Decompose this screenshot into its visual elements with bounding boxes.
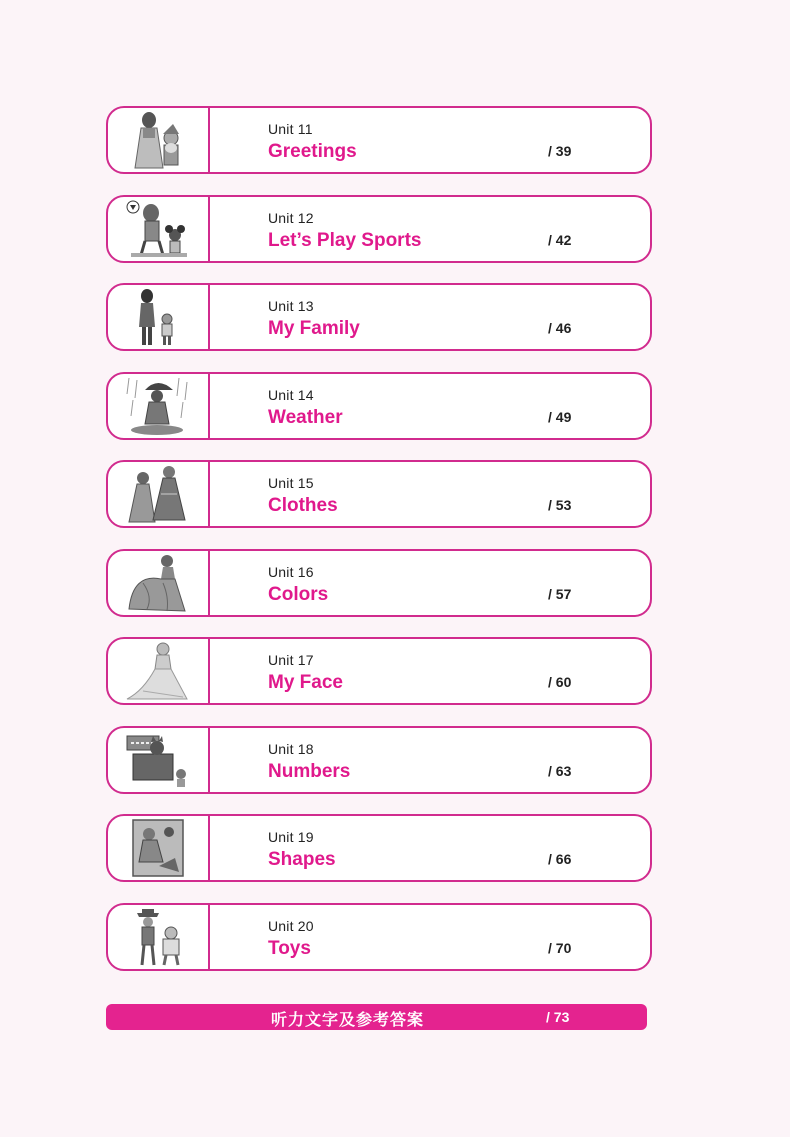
princesses-dress-illustration bbox=[123, 464, 193, 524]
page-number: / 49 bbox=[548, 408, 572, 425]
toc-entry-unit-13[interactable] bbox=[106, 283, 652, 351]
toc-entry-unit-18[interactable] bbox=[106, 726, 652, 794]
toc-entry-unit-17[interactable] bbox=[106, 637, 652, 705]
toc-entry-unit-12[interactable] bbox=[106, 195, 652, 263]
unit-number: Unit 20 bbox=[268, 917, 314, 934]
page-number: / 66 bbox=[548, 851, 572, 867]
unit-thumbnail bbox=[108, 639, 210, 703]
page-number: / 63 bbox=[548, 762, 572, 779]
unit-title: Toys bbox=[268, 937, 311, 959]
page-number: / 39 bbox=[548, 143, 572, 159]
rain-umbrella-illustration bbox=[123, 376, 193, 436]
unit-title: Let’s Play Sports bbox=[268, 229, 422, 251]
unit-thumbnail bbox=[108, 285, 210, 349]
unit-thumbnail bbox=[108, 462, 210, 526]
goofy-soccer-illustration bbox=[123, 199, 193, 259]
unit-number: Unit 17 bbox=[268, 652, 314, 668]
unit-title: Numbers bbox=[268, 760, 351, 782]
unit-title: Weather bbox=[268, 406, 343, 428]
mother-and-child-illustration bbox=[123, 287, 193, 347]
ice-queen-illustration bbox=[123, 641, 193, 701]
toc-entry-unit-16[interactable] bbox=[106, 549, 652, 617]
unit-thumbnail bbox=[108, 816, 210, 880]
unit-number: Unit 12 bbox=[268, 209, 314, 226]
unit-title: Greetings bbox=[268, 141, 357, 162]
toc-entry-unit-20[interactable] bbox=[106, 903, 652, 971]
toc-entry-unit-19[interactable] bbox=[106, 814, 652, 882]
unit-number: Unit 13 bbox=[268, 298, 314, 314]
unit-thumbnail bbox=[108, 197, 210, 261]
page-number: / 70 bbox=[548, 939, 572, 956]
page-number: / 60 bbox=[548, 674, 572, 690]
unit-thumbnail bbox=[108, 551, 210, 615]
page-number: / 57 bbox=[548, 585, 572, 602]
unit-number: Unit 14 bbox=[268, 386, 314, 403]
unit-thumbnail bbox=[108, 374, 210, 438]
princess-ballgown-illustration bbox=[123, 553, 193, 613]
unit-title: My Face bbox=[268, 672, 343, 693]
unit-title: Clothes bbox=[268, 495, 338, 516]
unit-title: My Family bbox=[268, 318, 360, 339]
toc-entry-unit-11[interactable] bbox=[106, 106, 652, 174]
unit-number: Unit 18 bbox=[268, 740, 314, 757]
unit-thumbnail bbox=[108, 108, 210, 172]
unit-number: Unit 15 bbox=[268, 475, 314, 491]
unit-number: Unit 11 bbox=[268, 121, 313, 137]
unit-number: Unit 19 bbox=[268, 829, 314, 845]
answers-title: 听力文字及参考答案 bbox=[271, 1012, 425, 1029]
chalkboard-cat-mouse-illustration bbox=[123, 730, 193, 790]
unit-title: Colors bbox=[268, 583, 329, 605]
snow-white-dwarf-illustration bbox=[123, 110, 193, 170]
unit-title: Shapes bbox=[268, 849, 336, 870]
rapunzel-painting-illustration bbox=[123, 818, 193, 878]
page-number: / 42 bbox=[548, 231, 572, 248]
unit-number: Unit 16 bbox=[268, 563, 314, 580]
table-of-contents bbox=[106, 106, 652, 991]
page-number: / 73 bbox=[546, 1009, 570, 1025]
page-number: / 53 bbox=[548, 497, 572, 513]
unit-thumbnail bbox=[108, 728, 210, 792]
page-number: / 46 bbox=[548, 320, 572, 336]
unit-thumbnail bbox=[108, 905, 210, 969]
toc-entry-unit-15[interactable] bbox=[106, 460, 652, 528]
toc-entry-answers[interactable] bbox=[106, 1004, 647, 1030]
cowboy-space-ranger-illustration bbox=[123, 907, 193, 967]
toc-entry-unit-14[interactable] bbox=[106, 372, 652, 440]
